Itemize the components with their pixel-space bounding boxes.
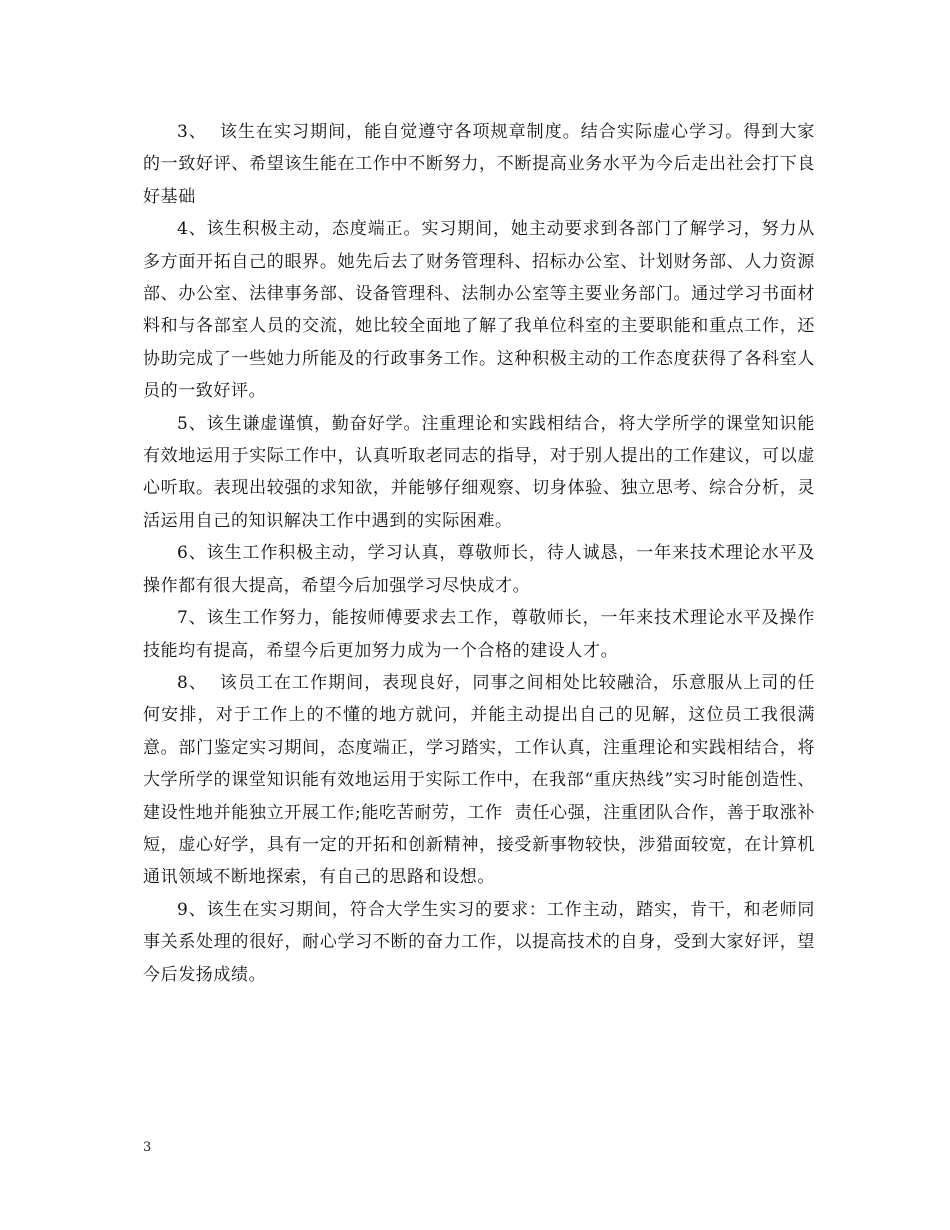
paragraph-item-8: 8、 该员工在工作期间，表现良好，同事之间相处比较融洽，乐意服从上司的任何安排，对于工作上的不懂的地方就问，并能主动提出自己的见解，这位员工我很满意。部门鉴定实习期间，态度端正，学习踏实，工作认真，注重理论和实践相结合，将大学所学的课堂知识能有效地运用于实际工作中，在我部“重庆热线”实习时能创造性、建设性地并能独立开展工作;能吃苦耐劳，工作 责任心强，注重团队合作，善于取涨补短，虚心好学，具有一定的开拓和创新精神，接受新事物较快，涉猎面较宽，在计算机通讯领域不断地探索，有自己的思路和设想。 (143, 672, 815, 888)
paragraph-item-4: 4、该生积极主动，态度端正。实习期间，她主动要求到各部门了解学习，努力从多方面开拓自己的眼界。她先后去了财务管理科、招标办公室、计划财务部、人力资源部、办公室、法律事务部、设备管理科、法制办公室等主要业务部门。通过学习书面材料和与各部室人员的交流，她比较全面地了解了我单位科室的主要职能和重点工作，还协助完成了一些她力所能及的行政事务工作。这种积极主动的工作态度获得了各科室人员的一致好评。 (143, 219, 815, 402)
paragraph-item-7: 7、该生工作努力，能按师傅要求去工作，尊敬师长，一年来技术理论水平及操作技能均有提高，希望今后更加努力成为一个合格的建设人才。 (143, 608, 815, 661)
page-number: 3 (143, 1140, 152, 1155)
paragraph-item-6: 6、该生工作积极主动，学习认真，尊敬师长，待人诚恳，一年来技术理论水平及操作都有很大提高，希望今后加强学习尽快成才。 (143, 543, 815, 596)
paragraph-item-3: 3、 该生在实习期间，能自觉遵守各项规章制度。结合实际虚心学习。得到大家的一致好评、希望该生能在工作中不断努力，不断提高业务水平为今后走出社会打下良好基础 (143, 122, 815, 207)
paragraph-item-9: 9、该生在实习期间，符合大学生实习的要求：工作主动，踏实，肯干，和老师同事关系处理的很好，耐心学习不断的奋力工作，以提高技术的自身，受到大家好评，望今后发扬成绩。 (143, 899, 815, 985)
paragraph-item-5: 5、该生谦虚谨慎，勤奋好学。注重理论和实践相结合，将大学所学的课堂知识能有效地运用于实际工作中，认真听取老同志的指导，对于别人提出的工作建议，可以虚心听取。表现出较强的求知欲，并能够仔细观察、切身体验、独立思考、综合分析，灵活运用自己的知识解决工作中遇到的实际困难。 (143, 413, 815, 531)
document-body (143, 116, 815, 991)
